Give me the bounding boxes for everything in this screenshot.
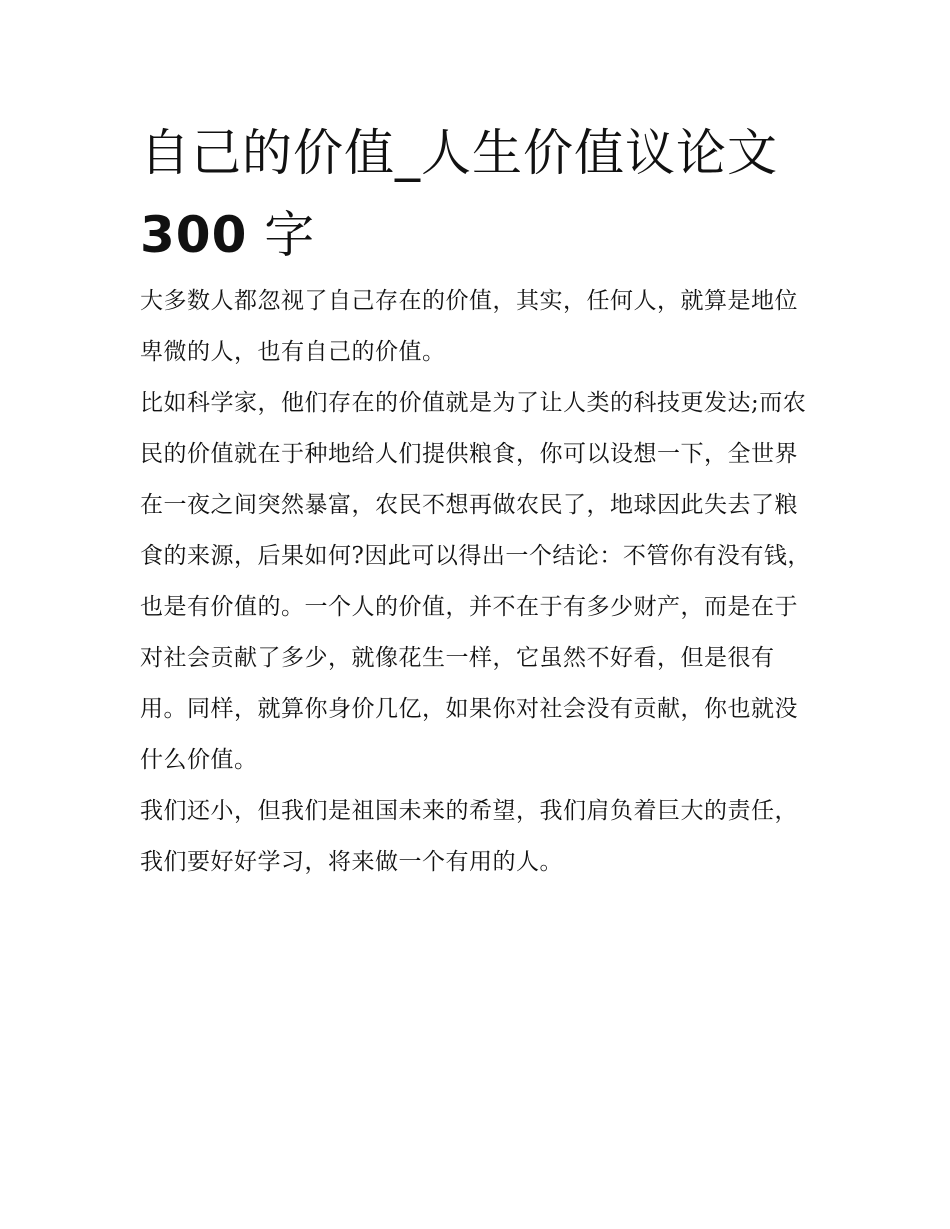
title-text: 自己的价值_人生价值议论文 bbox=[140, 124, 778, 182]
paragraph: 我们还小，但我们是祖国未来的希望，我们肩负着巨大的责任，我们要好好学习，将来做一个有用的人。 bbox=[140, 798, 798, 875]
document-title bbox=[140, 112, 840, 276]
paragraph: 比如科学家，他们存在的价值就是为了让人类的科技更发达;而农民的价值就在于种地给人们提供粮食，你可以设想一下，全世界在一夜之间突然暴富，农民不想再做农民了，地球因此失去了粮食的来源，后果如何?因此可以得出一个结论：不管你有没有钱，也是有价值的。一个人的价值，并不在于有多少财产，而是在于对社会贡献了多少，就像花生一样，它虽然不好看，但是很有用。同样，就算你身价几亿，如果你对社会没有贡献，你也就没什么价值。 bbox=[140, 390, 811, 773]
title-suffix: 字 bbox=[247, 206, 316, 264]
document-body bbox=[140, 276, 820, 888]
title-number: 300 bbox=[140, 206, 248, 264]
paragraph: 大多数人都忽视了自己存在的价值，其实，任何人，就算是地位卑微的人，也有自己的价值。 bbox=[140, 288, 798, 365]
